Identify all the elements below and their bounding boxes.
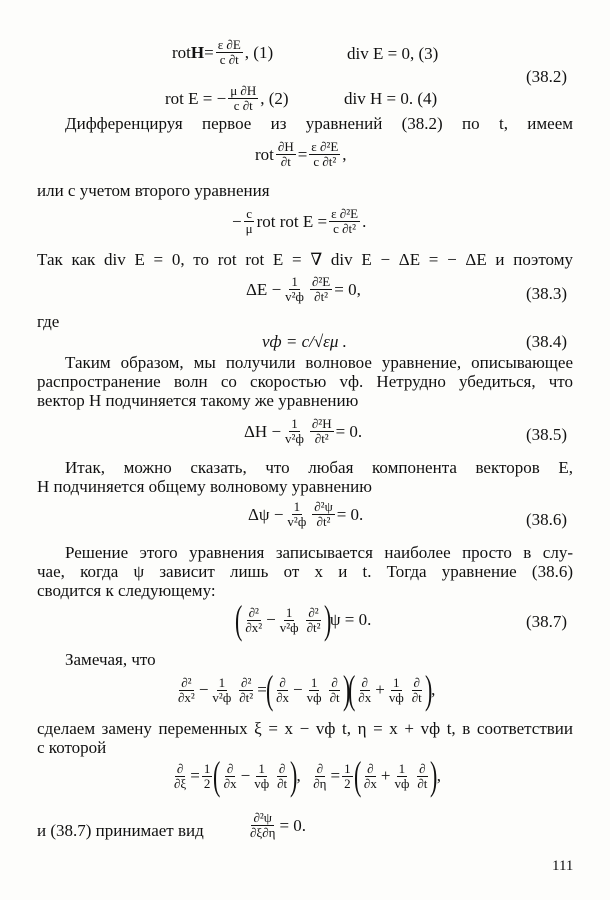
paren: ( xyxy=(265,667,274,712)
equation xyxy=(246,811,306,840)
paragraph xyxy=(37,458,573,496)
fraction: $\frac{\partial}{\partial x}$ xyxy=(358,674,372,705)
equation: vф = c/√εμ . xyxy=(262,332,347,351)
eq-term: = xyxy=(204,42,214,62)
paragraph xyxy=(37,181,573,200)
fraction: $\frac{\mu \partial H}{c \partial t}$ xyxy=(230,83,257,113)
eq-tag: , (1) xyxy=(244,42,274,62)
eq-term: , xyxy=(342,144,347,164)
fraction: $\frac{\text{∂²}}{\text{∂t²}}$ xyxy=(239,674,254,705)
eq-term: Δψ − xyxy=(248,504,284,524)
fraction: $\frac{c}{\mu}$ xyxy=(245,206,253,236)
paren: ) xyxy=(424,667,433,712)
eq-number: (38.7) xyxy=(526,612,568,631)
fraction: $\frac{\partial}{\partial t}$ xyxy=(411,674,422,705)
equation: $\frac{\partial}{\partial\xi}$ = $\frac{1}{2}$ ( $\frac{\partial}{\partial x}$ − $\frac{1}{vф}$ $\frac{\partial}{\partial t}$ ) , $\frac{\partial}{\partial\eta}$ = $\frac{1}{2}$ ( $\frac{\partial}{\partial x}$ + $\frac{1}{vф}$ $\frac{\partial}{\partial t}$ ) , xyxy=(174,753,441,798)
fraction: $\frac{\text{∂²E}}{\text{∂t²}}$ xyxy=(311,274,331,304)
fraction: $\frac{1}{\text{v²ф}}$ xyxy=(285,416,304,446)
equation xyxy=(232,207,366,236)
eq-term: rot xyxy=(255,144,274,164)
text-line: сводится к следующему: xyxy=(37,581,216,600)
paragraph xyxy=(37,353,573,410)
page-number: 111 xyxy=(552,858,574,874)
equation xyxy=(234,597,372,642)
text-line: чае, когда ψ зависит лишь от x и t. Тогда уравнение (38.6) xyxy=(37,562,573,581)
fraction: $\frac{\partial}{\partial\xi}$ xyxy=(174,760,187,791)
paragraph xyxy=(37,114,573,133)
eq-38-2-row2 xyxy=(165,84,289,113)
paren: ( xyxy=(213,753,221,798)
paren: ) xyxy=(430,753,438,798)
text-line: Замечая, что xyxy=(65,650,156,669)
fraction: $\frac{\text{∂²}}{\text{∂x²}}$ xyxy=(178,674,195,705)
eq-term: . xyxy=(362,211,367,231)
fraction: $\frac{\varepsilon \partial E}{c \partial t}$ xyxy=(217,37,241,67)
paragraph xyxy=(37,719,573,757)
fraction: $\frac{\partial}{\partial x}$ xyxy=(363,760,377,791)
eq-number: (38.3) xyxy=(526,284,568,303)
fraction: $\frac{\text{ε ∂²E}}{\text{c ∂t²}}$ xyxy=(331,206,359,236)
eq-tag: , (2) xyxy=(260,88,289,108)
paren: ( xyxy=(353,753,361,798)
fraction: $\frac{\partial}{\partial t}$ xyxy=(277,760,288,791)
equation xyxy=(255,140,347,169)
eq-term: rot rot E = xyxy=(256,211,328,231)
paren: ) xyxy=(342,667,350,712)
eq-term: H xyxy=(190,42,205,62)
eq-number: (38.2) xyxy=(526,67,568,86)
paren: ) xyxy=(290,753,298,798)
eq-term: − xyxy=(232,211,242,231)
fraction: $\frac{1}{2}$ xyxy=(203,760,211,791)
equation xyxy=(244,417,362,446)
eq-term: rot xyxy=(172,42,191,62)
text-line: Итак, можно сказать, что любая компонента векторов E, xyxy=(65,458,573,477)
eq-38-2-divE: div E = 0, (3) xyxy=(347,44,439,63)
text-line: с которой xyxy=(37,738,107,757)
eq-number: (38.4) xyxy=(526,332,568,351)
fraction: $\frac{\partial}{\partial x}$ xyxy=(276,674,290,705)
fraction: $\frac{\text{∂²}}{\text{∂x²}}$ xyxy=(245,604,263,635)
fraction: $\frac{1}{\text{v²ф}}$ xyxy=(279,604,299,635)
text-line: сделаем замену переменных ξ = x − vф t, η = x + vф t, в соответствии xyxy=(37,719,573,738)
fraction: $\frac{\partial}{\partial t}$ xyxy=(417,760,428,791)
text-line: Дифференцируя первое из уравнений (38.2) по t, имеем xyxy=(65,114,573,133)
eq-term: = 0. xyxy=(279,815,307,835)
equation: $\frac{\text{∂²}}{\text{∂x²}}$ − $\frac{1}{\text{v²ф}}$ $\frac{\text{∂²}}{\text{∂t²}}$ = ( $\frac{\partial}{\partial x}$ − $\frac{1}{vф}$ $\frac{\partial}{\partial t}$ ) ( $\frac{\partial}{\partial x}$ + $\frac{1}{vф}$ $\frac{\partial}{\partial t}$ ) , xyxy=(178,667,436,712)
paragraph xyxy=(37,250,573,269)
fraction: $\frac{\partial}{\partial t}$ xyxy=(329,674,340,705)
eq-term: ΔH − xyxy=(244,421,282,441)
equation xyxy=(248,500,363,529)
paren: ( xyxy=(347,667,356,712)
eq-term: = xyxy=(297,144,308,164)
text-line: где xyxy=(37,312,60,331)
fraction: $\frac{\text{ε ∂²E}}{\text{c ∂t²}}$ xyxy=(311,139,339,169)
fraction: $\frac{1}{\text{v²ф}}$ xyxy=(212,674,232,705)
eq-term: ψ = 0. xyxy=(329,610,372,629)
text-line: Таким образом, мы получили волновое уравнение, описывающее xyxy=(65,353,573,372)
text-line: Решение этого уравнения записывается наиболее просто в слу- xyxy=(65,543,573,562)
fraction: $\frac{\partial}{\partial\eta}$ xyxy=(313,760,327,791)
text-line: распространение волн со скоростью vф. Нетрудно убедиться, что xyxy=(37,372,573,391)
paren: ) xyxy=(323,597,331,642)
fraction: $\frac{\text{∂²}}{\text{∂t²}}$ xyxy=(306,604,321,635)
text-line: или с учетом второго уравнения xyxy=(37,181,270,200)
text-line: и (38.7) принимает вид xyxy=(37,821,204,840)
eq-number: (38.6) xyxy=(526,510,568,529)
eq-38-2-divH: div H = 0. (4) xyxy=(344,89,438,108)
fraction: $\frac{\partial H}{\partial t}$ xyxy=(277,139,294,169)
fraction: $\frac{1}{vф}$ xyxy=(388,674,404,705)
fraction: $\frac{1}{2}$ xyxy=(344,760,351,791)
paren: ( xyxy=(234,597,243,642)
text-line: H подчиняется общему волновому уравнению xyxy=(37,477,372,496)
fraction: $\frac{\text{∂²H}}{\text{∂t²}}$ xyxy=(311,416,332,446)
fraction: $\frac{1}{\text{v²ф}}$ xyxy=(285,274,304,304)
eq-term: − xyxy=(266,610,276,629)
eq-term: = 0. xyxy=(335,421,363,441)
equation xyxy=(246,275,361,304)
fraction: $\frac{\partial}{\partial x}$ xyxy=(223,760,237,791)
fraction: $\frac{1}{vф}$ xyxy=(306,674,322,705)
fraction: $\frac{1}{vф}$ xyxy=(394,760,410,791)
fraction: $\frac{\text{∂²ψ}}{\partial\xi\partial\eta}$ xyxy=(250,810,276,840)
text-line: Так как div E = 0, то rot rot E = ∇ div E − ΔE = − ΔE и поэтому xyxy=(37,250,573,269)
fraction: $\frac{1}{\text{v²ф}}$ xyxy=(287,499,307,529)
eq-38-2-row1 xyxy=(172,38,273,67)
text-line: вектор H подчиняется такому же уравнению xyxy=(37,391,359,410)
eq-term: = 0, xyxy=(334,279,361,299)
eq-term: = 0. xyxy=(336,504,364,524)
eq-number: (38.5) xyxy=(526,425,568,444)
fraction: $\frac{1}{vф}$ xyxy=(254,760,270,791)
paragraph xyxy=(37,543,573,600)
eq-term: ΔE − xyxy=(246,279,282,299)
fraction: $\frac{\text{∂²ψ}}{\text{∂t²}}$ xyxy=(314,499,333,529)
eq-term: rot E = − xyxy=(165,88,227,108)
